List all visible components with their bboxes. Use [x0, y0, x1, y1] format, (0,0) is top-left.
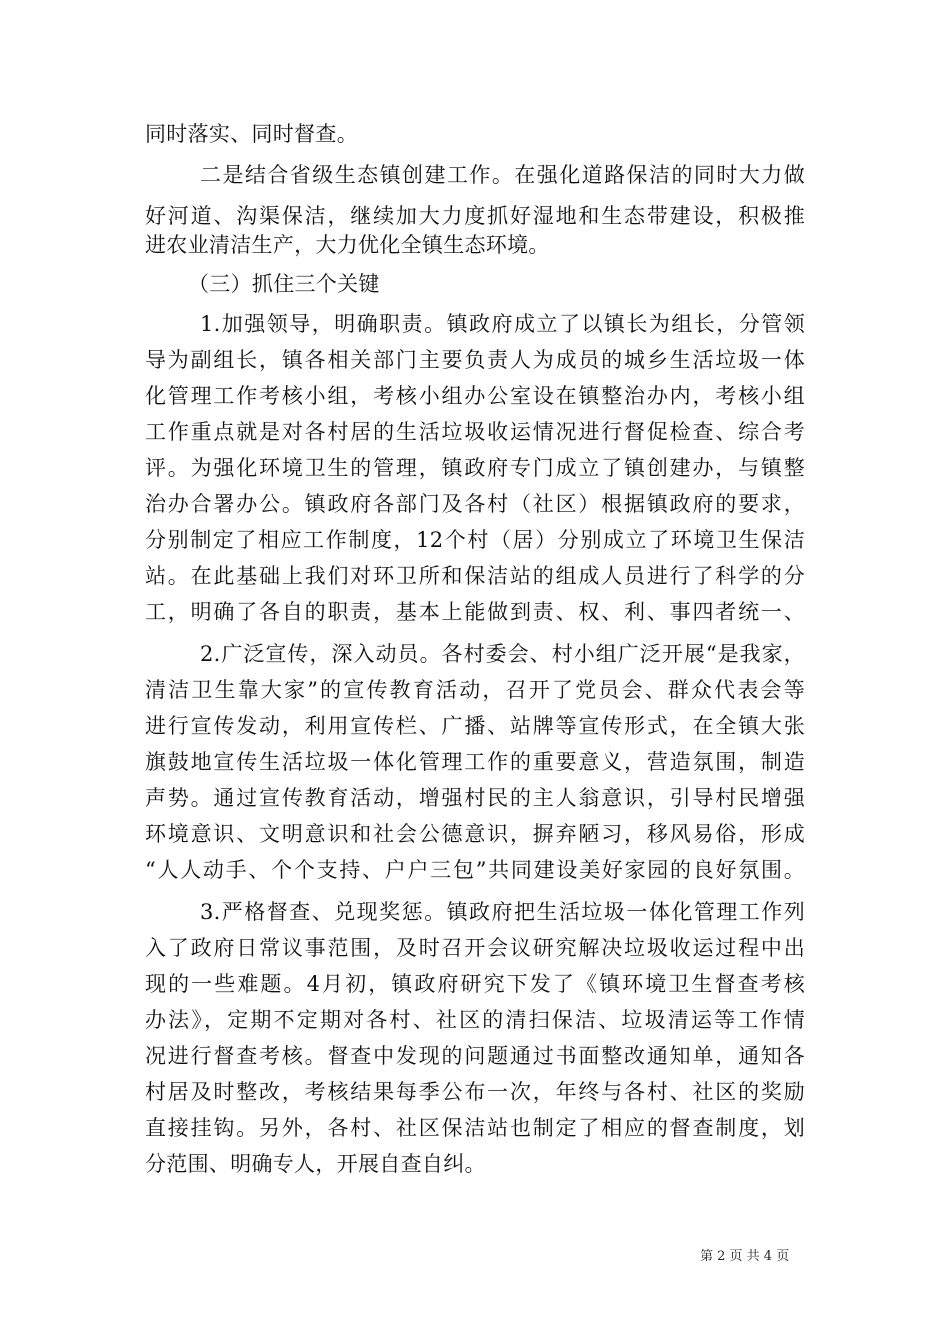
text-line: “人人动手、个个支持、户户三包”共同建设美好家园的良好氛围。 [145, 858, 805, 882]
text-line: 村居及时整改，考核结果每季公布一次，年终与各村、社区的奖励 [145, 1080, 805, 1104]
text-line: 工作重点就是对各村居的生活垃圾收运情况进行督促检查、综合考 [145, 420, 805, 444]
text-line: 办法》，定期不定期对各村、社区的清扫保洁、垃圾清运等工作情 [145, 1008, 805, 1032]
text-line: 声势。通过宣传教育活动，增强村民的主人翁意识，引导村民增强 [145, 786, 805, 810]
text-line: 化管理工作考核小组，考核小组办公室设在镇整治办内，考核小组 [145, 384, 805, 408]
text-line: 同时落实、同时督查。 [145, 122, 358, 146]
text-line: 入了政府日常议事范围，及时召开会议研究解决垃圾收运过程中出 [145, 936, 805, 960]
section-heading: （三）抓住三个关键 [188, 272, 380, 296]
text-line: 直接挂钩。另外，各村、社区保洁站也制定了相应的督查制度，划 [145, 1116, 805, 1140]
text-line: 评。为强化环境卫生的管理，镇政府专门成立了镇创建办，与镇整 [145, 456, 805, 480]
text-line: 站。在此基础上我们对环卫所和保洁站的组成人员进行了科学的分 [145, 564, 805, 588]
text-line: 分别制定了相应工作制度，12个村（居）分别成立了环境卫生保洁 [145, 528, 805, 552]
page-number: 第 2 页 共 4 页 [700, 1249, 790, 1264]
text-line: 清洁卫生靠大家”的宣传教育活动，召开了党员会、群众代表会等 [145, 678, 805, 702]
text-line: 1.加强领导，明确职责。镇政府成立了以镇长为组长，分管领 [200, 312, 805, 336]
text-line: 治办合署办公。镇政府各部门及各村（社区）根据镇政府的要求， [145, 492, 805, 516]
text-line: 二是结合省级生态镇创建工作。在强化道路保洁的同时大力做 [200, 163, 805, 187]
text-line: 2.广泛宣传，深入动员。各村委会、村小组广泛开展“是我家， [200, 642, 805, 666]
text-line: 况进行督查考核。督查中发现的问题通过书面整改通知单，通知各 [145, 1044, 805, 1068]
text-line: 现的一些难题。4月初，镇政府研究下发了《镇环境卫生督查考核 [145, 972, 805, 996]
text-line: 进农业清洁生产，大力优化全镇生态环境。 [145, 233, 550, 257]
text-line: 导为副组长，镇各相关部门主要负责人为成员的城乡生活垃圾一体 [145, 348, 805, 372]
text-line: 分范围、明确专人，开展自查自纠。 [145, 1152, 486, 1176]
text-line: 环境意识、文明意识和社会公德意识，摒弃陋习，移风易俗，形成 [145, 822, 805, 846]
text-line: 进行宣传发动，利用宣传栏、广播、站牌等宣传形式，在全镇大张 [145, 714, 805, 738]
text-line: 3.严格督查、兑现奖惩。镇政府把生活垃圾一体化管理工作列 [200, 900, 805, 924]
text-line: 工，明确了各自的职责，基本上能做到责、权、利、事四者统一、 [145, 600, 805, 624]
text-line: 旗鼓地宣传生活垃圾一体化管理工作的重要意义，营造氛围，制造 [145, 750, 805, 774]
text-line: 好河道、沟渠保洁，继续加大力度抓好湿地和生态带建设，积极推 [145, 204, 805, 228]
